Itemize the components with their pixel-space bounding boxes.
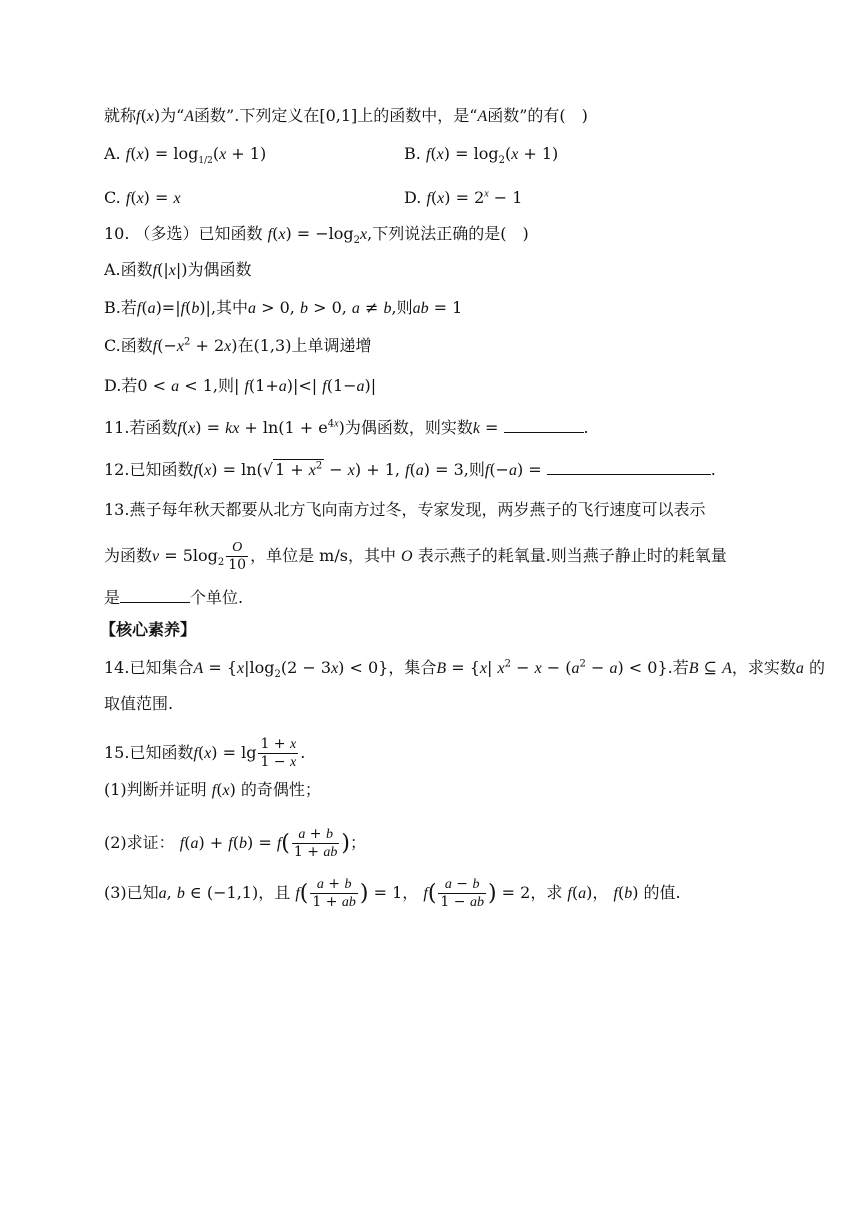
q11: 11.若函数f(x) = kx + $\ln(1 + e^{4x})$为偶函数，则实数k = .	[104, 414, 589, 441]
q13-line2: 为函数$v = 5\log_2$ $\frac{O}{10}$ ，单位是 m/s，其中 O 表示燕子的耗氧量.则当燕子静止时的耗氧量	[104, 540, 727, 573]
q10-option-d: D.若0 < a < 1,则| f(1+a)|<| f(1−a)|	[104, 376, 377, 395]
q10-option-a: A.函数f(|x|)为偶函数	[104, 260, 252, 279]
answer-blank[interactable]	[547, 456, 711, 475]
q10-option-c: C.函数$f(-x^2 + 2x)$在(1,3)上单调递增	[104, 336, 372, 355]
q13-line1: 13.燕子每年秋天都要从北方飞向南方过冬，专家发现，两岁燕子的飞行速度可以表示	[104, 500, 706, 519]
q15-stem: 15.已知函数f(x) = lg $\frac{1 + x}{1 - x}$ .	[104, 736, 306, 770]
answer-blank[interactable]	[504, 414, 584, 433]
q10-option-b: B.若f(a)=|f(b)|,其中a > 0, b > 0, a ≠ b,则ab = 1	[104, 298, 463, 317]
q10-stem: 10. （多选）已知函数 $f(x) = -\log_2x$,下列说法正确的是( )	[104, 224, 529, 247]
q9-intro: 就称f(x)为“A函数”.下列定义在[0,1]上的函数中，是“A函数”的有( )	[104, 106, 588, 125]
q15-part1: (1)判断并证明 f(x) 的奇偶性；	[104, 780, 321, 799]
q9-option-d: D. $f(x) = 2^x - 1$	[404, 188, 523, 207]
section-title: 【核心素养】	[100, 620, 197, 639]
q13-line3: 是 个单位.	[104, 584, 243, 610]
q9-option-c: C. f(x) = x	[104, 188, 181, 207]
q15-part3: (3)已知a, b ∈ (−1,1)，且 f( $\frac{a + b}{1 + ab}$ ) = 1， f( $\frac{a - b}{1 - ab}$ ) = 2，求 f(a)， f(b) 的值.	[104, 876, 681, 910]
q9-option-b: B. $f(x) = \log_2(x + 1)$	[404, 144, 559, 167]
q9-option-a: A. $f(x) = \log_{1/2}(x + 1)$	[104, 144, 267, 167]
q14-line2: 取值范围.	[104, 694, 174, 713]
q14-line1: 14.已知集合$A = \{x|\log_2(2 - 3x) < 0\}$，集合B = {x| $x^2 - x - (a^2 - a) < 0$}.若B ⊆ A，求实数a 的	[104, 658, 826, 681]
answer-blank[interactable]	[120, 584, 190, 603]
q15-part2: (2)求证： f(a) + f(b) = f( $\frac{a + b}{1 + ab}$ )；	[104, 826, 367, 860]
q12: 12.已知函数f(x) = ln(√ $1 + x^2 - x) + 1$, f(a) = 3,则f(−a) = .	[104, 456, 716, 483]
